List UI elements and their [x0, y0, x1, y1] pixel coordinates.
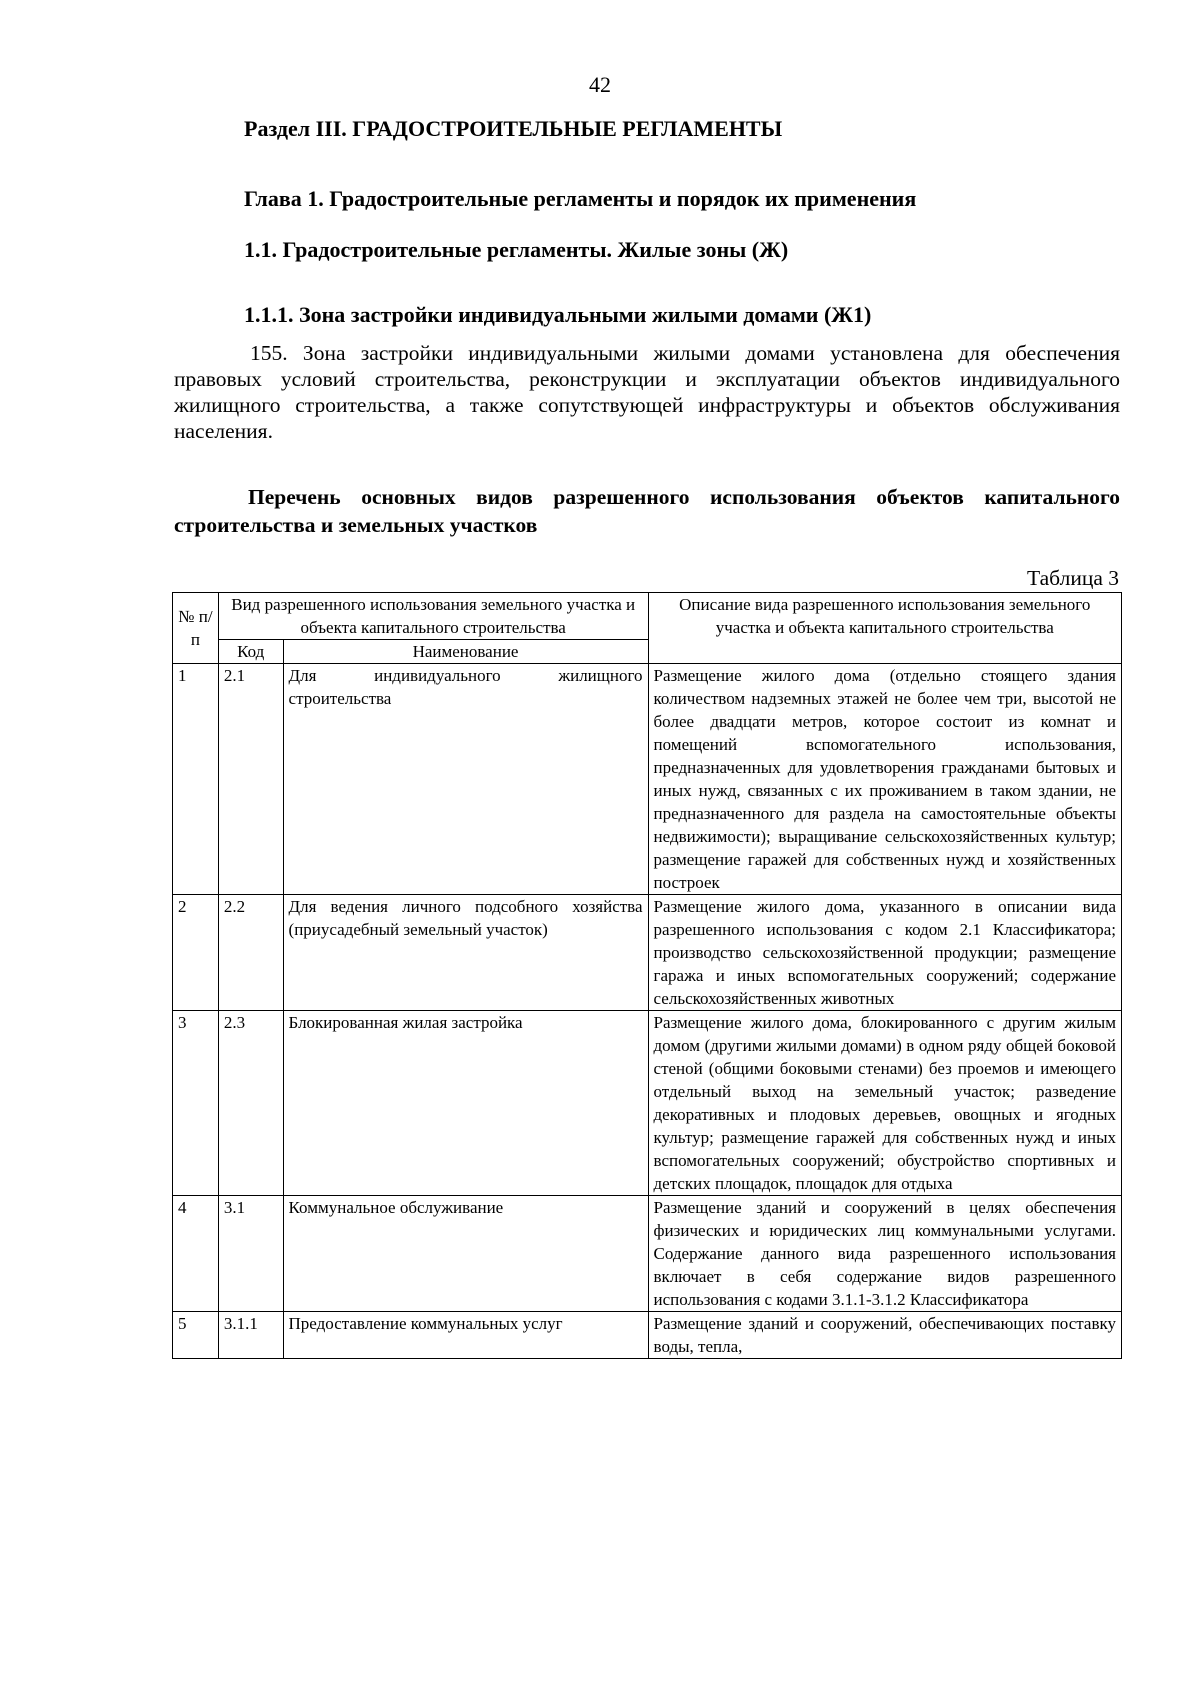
row-description: Размещение зданий и сооружений, обеспечивающих поставку воды, тепла,	[648, 1312, 1121, 1359]
row-num: 2	[173, 895, 219, 1011]
row-code: 2.2	[218, 895, 283, 1011]
subsection-heading: 1.1. Градостроительные регламенты. Жилые зоны (Ж)	[244, 237, 789, 262]
row-name: Для ведения личного подсобного хозяйства (приусадебный земельный участок)	[283, 895, 648, 1011]
row-description: Размещение зданий и сооружений в целях обеспечения физических и юридических лиц коммунальными услугами. Содержание данного вида разрешенного использования включает в себя содержание видов разрешенного использования с кодами 3.1.1-3.1.2 Классификатора	[648, 1196, 1121, 1312]
header-description: Описание вида разрешенного использования земельного участка и объекта капитального строительства	[648, 593, 1121, 664]
header-use-group: Вид разрешенного использования земельного участка и объекта капитального строительства	[218, 593, 648, 640]
row-name: Для индивидуального жилищного строительства	[283, 664, 648, 895]
table-row	[173, 664, 1122, 895]
row-code: 3.1.1	[218, 1312, 283, 1359]
subsubsection-heading: 1.1.1. Зона застройки индивидуальными жилыми домами (Ж1)	[244, 302, 872, 327]
row-num: 1	[173, 664, 219, 895]
section-heading: Раздел III. ГРАДОСТРОИТЕЛЬНЫЕ РЕГЛАМЕНТЫ	[244, 116, 783, 141]
header-code: Код	[218, 640, 283, 664]
row-description: Размещение жилого дома, указанного в описании вида разрешенного использования с кодом 2.1 Классификатора; производство сельскохозяйственной продукции; размещение гаража и иных вспомогательных сооружений; содержание сельскохозяйственных животных	[648, 895, 1121, 1011]
zone-description-paragraph: 155. Зона застройки индивидуальными жилыми домами установлена для обеспечения правовых условий строительства, реконструкции и эксплуатации объектов индивидуального жилищного строительства, а также сопутствующей инфраструктуры и объектов обслуживания населения.	[174, 341, 1120, 443]
table-label: Таблица 3	[1027, 566, 1119, 590]
row-num: 3	[173, 1011, 219, 1196]
table-row	[173, 1011, 1122, 1196]
row-code: 2.3	[218, 1011, 283, 1196]
row-code: 3.1	[218, 1196, 283, 1312]
list-title: Перечень основных видов разрешенного использования объектов капитального строительства и земельных участков	[174, 485, 1120, 537]
row-description: Размещение жилого дома, блокированного с другим жилым домом (другими жилыми домами) в одном ряду общей боковой стеной (общими боковыми стенами) без проемов и имеющего отдельный выход на земельный участок; разведение декоративных и плодовых деревьев, овощных и ягодных культур; размещение гаражей для собственных нужд и иных вспомогательных сооружений; обустройство спортивных и детских площадок, площадок для отдыха	[648, 1011, 1121, 1196]
row-name: Коммунальное обслуживание	[283, 1196, 648, 1312]
row-name: Блокированная жилая застройка	[283, 1011, 648, 1196]
table-row	[173, 1196, 1122, 1312]
row-description: Размещение жилого дома (отдельно стоящего здания количеством надземных этажей не более чем три, высотой не более двадцати метров, которое состоит из комнат и помещений вспомогательного использования, предназначенных для удовлетворения гражданами бытовых и иных нужд, связанных с их проживанием в таком здании, не предназначенного для раздела на самостоятельные объекты недвижимости); выращивание сельскохозяйственных культур; размещение гаражей для собственных нужд и хозяйственных построек	[648, 664, 1121, 895]
row-num: 5	[173, 1312, 219, 1359]
table-row	[173, 1312, 1122, 1359]
header-num: № п/п	[173, 593, 219, 664]
permitted-use-table	[172, 592, 1122, 1359]
row-name: Предоставление коммунальных услуг	[283, 1312, 648, 1359]
page-number: 42	[589, 72, 611, 97]
chapter-heading: Глава 1. Градостроительные регламенты и порядок их применения	[244, 186, 917, 211]
row-num: 4	[173, 1196, 219, 1312]
header-name: Наименование	[283, 640, 648, 664]
table-row	[173, 895, 1122, 1011]
row-code: 2.1	[218, 664, 283, 895]
